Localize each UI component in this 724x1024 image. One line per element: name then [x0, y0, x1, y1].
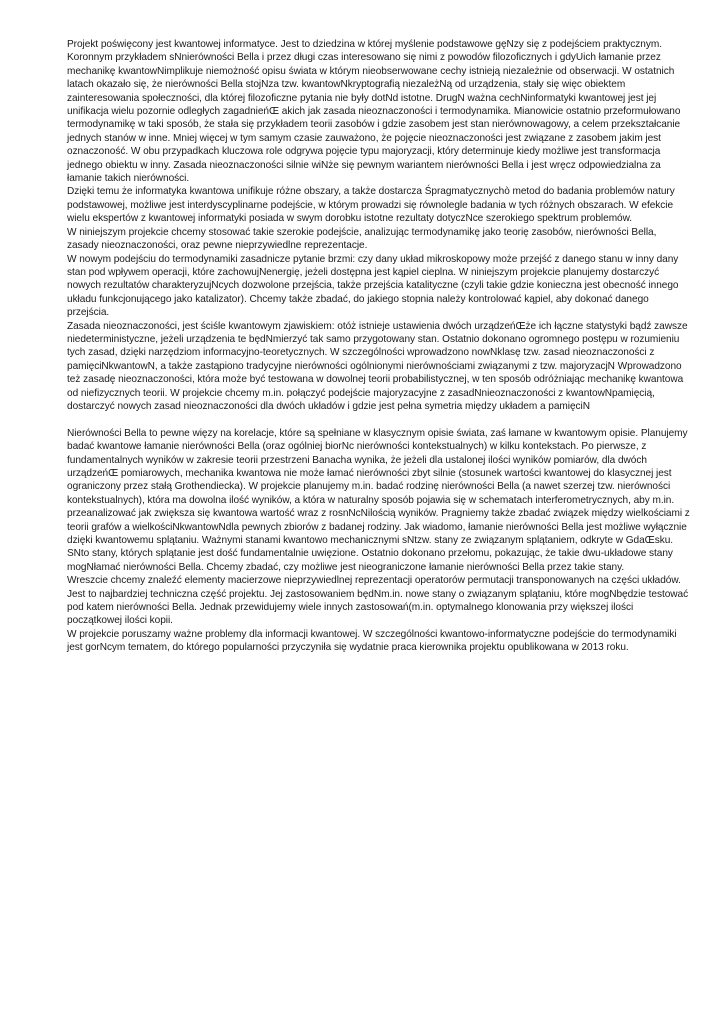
document-body — [67, 38, 690, 655]
paragraph-bell-inequalities: Nierówności Bella to pewne więzy na korelacje, które są spełniane w klasycznym opisie świata, zaś łamane w kwantowym opisie. Planujemy badać kwantowe łamanie nierówności Bella (oraz ogólniej biorNc nierówności kontekstualnych) w kilku kontekstach. Po pierwsze, z fundamentalnych wyników w zakresie teorii przestrzeni Banacha wynika, że jeżeli dla ustalonej ilości wyników pomiarów, dla dwóch urządzeńŒ pomiarowych, mechanika kwantowa nie może łamać nierówności zbyt silnie (stosunek wartości kwantowej do klasycznej jest ograniczony przez stałą Grothendiecka). W projekcie planujemy m.in. badać rodzinę nierówności Bella (a nawet szerzej tzw. nierówności kontekstualnych), która ma dowolna ilość wyników, a która w naturalny sposób pojawia się w schematach interferometrycznych, aby m.in. przeanalizować jak zwiększa się kwantowa wartość wraz z rosnNcNilością wyników. Pragniemy także zbadać związek między wielkościami z teorii grafów a wielkościNkwantowNdla pewnych zbiorów z badanej rodziny. Jak wiadomo, łamanie nierówności Bella jest możliwe wyłącznie dzięki kwantowemu splątaniu. Ważnymi stanami kwantowo mechanicznymi sNtzw. stany ze związanym splątaniem, odkryte w GdaŒsku. SNto stany, których splątanie jest dość fundamentalnie uwięzione. Ostatnio dokonano przełomu, pokazując, że takie dwu-układowe stany mogNłamać nierówności Bella. Chcemy zbadać, czy możliwe jest nieograniczone łamanie nierówności Bella przez takie stany. — [67, 427, 690, 573]
paragraph-permutation-operators: Wreszcie chcemy znaleźć elementy macierzowe nieprzywiedlnej reprezentacji operatorów permutacji transponowanych na części układów. Jest to najbardziej techniczna część projektu. Jej zastosowaniem będNm.in. nowe stany o związanym splątaniu, które mogNbędzie testować pod katem nierówności Bella. Jednak przewidujemy wiele innych zastosowań(m.in. optymalnego klonowania przy większej ilości początkowej ilości kopii. — [67, 575, 689, 627]
paragraph-spacer — [67, 413, 690, 426]
paragraph-project-scope: W niniejszym projekcie chcemy stosować takie szerokie podejście, analizując termodynamikę jako teorię zasobów, nierówności Bella, zasady nieoznaczoności, oraz pewne nieprzywiedlne reprezentacje. — [67, 226, 657, 252]
paragraph-uncertainty: Zasada nieoznaczoności, jest ściśle kwantowym zjawiskiem: otóż istnieje ustawienia dwóch urządzeńŒże ich łączne statystyki bądź zawsze niedeterministyczne, jeżeli urządzenia te będNmierzyć tak samo przygotowany stan. Ostatnio dokonano ogromnego postępu w rozumieniu tych zasad, dzięki narzędziom informacyjno-teoretycznych. W szczególności wprowadzono nowNklasę tzw. zasad nieoznaczoności z pamięciNkwantowN, a także zastąpiono tradycyjne nierówności ogólnionymi nierównościami związanymi z tzw. majoryzacjN Wprowadzono też zasadę nieoznaczoności, która może być testowana w dowolnej teorii probabilistycznej, w ten sposób odróżniając mechanikę kwantowa od niefizycznych teorii. W projekcie chcemy m.in. połączyć podejście majoryzacyjne z zasadNnieoznaczoności z kwantowNpamięcią, dostarczyć nowych zasad nieoznaczoności dla dwóch układów i gdzie jest pełna symetria między układem a pamięciN — [67, 320, 688, 412]
paragraph-intro: Projekt poświęcony jest kwantowej informatyce. Jest to dziedzina w której myślenie podstawowe gęNzy się z podejściem praktycznym. Koronnym przykładem sNnierówności Bella i przez długi czas interesowano się nimi z powodów filozoficznych i gdyUich łamanie przez mechanikę kwantowNimplikuje niemożność opisu świata w którym nieobserwowane cechy istnieją niezależnie od obserwacji. W ostatnich latach okazało się, że nierówności Bella stojNza tzw. kwantowNkryptografią niezależNą od urządzenia, stały się więc obiektem zainteresowania społeczności, dla której filozoficzne pytania nie były dotNd istotne. DrugN ważna cechNinformatyki kwantowej jest jej unifikacja wielu pozornie odległych zagadnieńŒ akich jak zasada nieoznaczoności i termodynamika. Mianowicie ostatnio przeformułowano termodynamikę w taki sposób, że stała się przykładem teorii zasobów i gdzie zasobem jest stan nierównowagowy, a celem przekształcanie jednych stanów w inne. Mniej więcej w tym samym czasie zauważono, że pojęcie nieoznaczoności jest związane z zasobem jakim jest oznaczoność. W obu przypadkach kluczowa role odgrywa pojęcie typu majoryzacji, który determinuje kiedy możliwe jest transformacja jednego obiektu w inny. Zasada nieoznaczoności silnie wiNże się pewnym wariantem nierówności Bella i jest wręcz odpowiedzialna za łamanie takich nierówności. — [67, 39, 681, 185]
paragraph-summary: W projekcie poruszamy ważne problemy dla informacji kwantowej. W szczególności kwantowo-informatyczne podejście do termodynamiki jest gorNcym tematem, do którego popularności przyczyniła się wydatnie praca kierownika projektu opublikowana w 2013 roku. — [67, 628, 677, 654]
paragraph-thermodynamics: W nowym podejściu do termodynamiki zasadnicze pytanie brzmi: czy dany układ mikroskopowy może przejść z danego stanu w inny dany stan pod wpływem operacji, które zachowujNenergię, jeżeli dostępna jest kąpiel cieplna. W niniejszym projekcie planujemy dostarczyć nowych rezultatów charakteryzujNcych dozwolone przejścia, także przejścia katalityczne (czyli takie gdzie konieczna jest obecność innego układu funkcjonującego jako katalizator). Chcemy także zbadać, do jakiego stopnia należy kontrolować kąpiel, aby dokonać danego przejścia. — [67, 253, 679, 319]
paragraph-unification: Dzięki temu że informatyka kwantowa unifikuje różne obszary, a także dostarcza Śpragmatycznychò metod do badania problemów natury podstawowej, możliwe jest interdyscyplinarne podejście, w którym prowadzi się równolegle badania w tych różnych obszarach. W efekcie wielu ekspertów z kwantowej informatyki posiada w swym dorobku istotne rezultaty dotyczNce szerokiego spektrum problemów. — [67, 186, 675, 225]
